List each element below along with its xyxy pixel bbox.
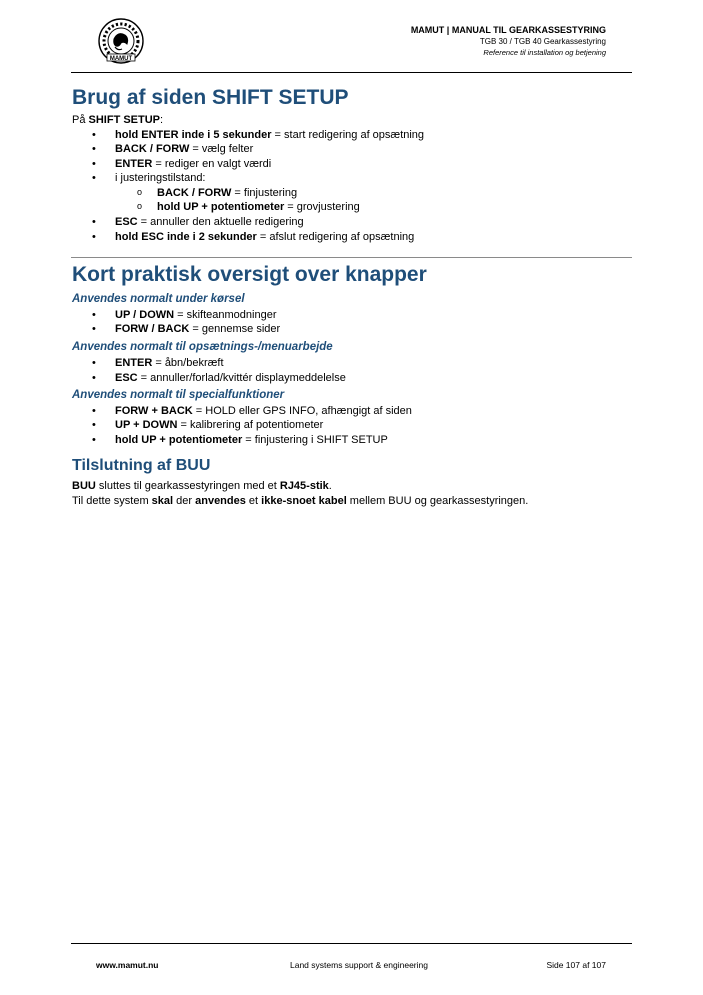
sub-list-item: o hold UP + potentiometer = grovjustering xyxy=(157,200,360,214)
buttons-overview-heading: Kort praktisk oversigt over knapper xyxy=(72,263,427,286)
mamut-logo xyxy=(95,17,147,65)
section-rule xyxy=(71,257,632,258)
list-item: • ESC = annuller den aktuelle redigering xyxy=(115,215,304,229)
header-subtitle: TGB 30 / TGB 40 Gearkassestyring xyxy=(479,37,606,46)
driving-subheading: Anvendes normalt under kørsel xyxy=(72,293,245,305)
footer-page-number: Side 107 af 107 xyxy=(546,960,606,970)
list-item: • ENTER = åbn/bekræft xyxy=(115,356,224,370)
footer-tagline: Land systems support & engineering xyxy=(290,960,428,970)
page-header xyxy=(411,24,606,58)
shift-setup-heading: Brug af siden SHIFT SETUP xyxy=(72,86,349,109)
list-item: • hold ESC inde i 2 sekunder = afslut redigering af opsætning xyxy=(115,230,414,244)
list-item: • i justeringstilstand: xyxy=(115,171,206,185)
list-item: • UP / DOWN = skifteanmodninger xyxy=(115,308,277,322)
list-item: • UP + DOWN = kalibrering af potentiometer xyxy=(115,418,323,432)
buu-heading: Tilslutning af BUU xyxy=(72,457,211,474)
list-item: • FORW + BACK = HOLD eller GPS INFO, afhængigt af siden xyxy=(115,404,412,418)
buu-paragraph-2: Til dette system skal der anvendes et ikke-snoet kabel mellem BUU og gearkassestyringen. xyxy=(72,495,529,507)
header-reference: Reference til installation og betjening xyxy=(483,48,606,57)
footer-rule xyxy=(71,943,632,944)
list-item: • hold UP + potentiometer = finjustering i SHIFT SETUP xyxy=(115,433,388,447)
header-rule xyxy=(71,72,632,73)
header-title: MAMUT | MANUAL TIL GEARKASSESTYRING xyxy=(410,25,606,35)
list-item: • ESC = annuller/forlad/kvittér displaymeddelelse xyxy=(115,371,346,385)
buu-paragraph-1: BUU sluttes til gearkassestyringen med et RJ45-stik. xyxy=(72,480,332,492)
list-item: • BACK / FORW = vælg felter xyxy=(115,142,253,156)
setup-subheading: Anvendes normalt til opsætnings-/menuarbejde xyxy=(72,341,333,353)
sub-list-item: o BACK / FORW = finjustering xyxy=(157,186,297,200)
shift-setup-intro: På SHIFT SETUP: xyxy=(72,114,164,126)
list-item: • FORW / BACK = gennemse sider xyxy=(115,322,280,336)
list-item: • ENTER = rediger en valgt værdi xyxy=(115,157,271,171)
footer-website: www.mamut.nu xyxy=(96,960,159,970)
list-item: • hold ENTER inde i 5 sekunder = start redigering af opsætning xyxy=(115,128,424,142)
logo-wordmark: MAMUT xyxy=(109,56,133,62)
special-subheading: Anvendes normalt til specialfunktioner xyxy=(72,389,285,401)
